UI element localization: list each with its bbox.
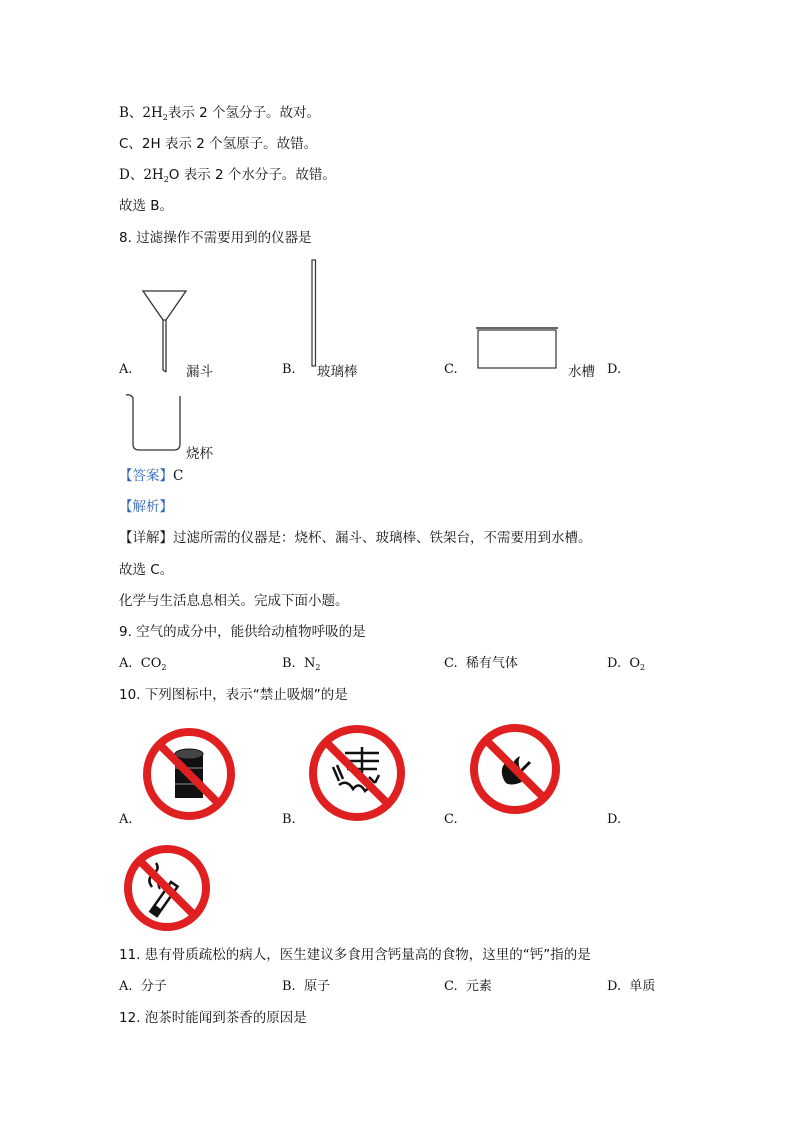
q8-option-b-letter: B. [282, 362, 296, 377]
option-b-explanation: B、$2H_2$表示 2 个氢分子。故对。 [119, 105, 321, 122]
q9-option-a: A. $CO_2$ [119, 656, 167, 672]
q11-title: 11. 患有骨质疏松的病人，医生建议多食用含钙量高的食物，这里的“钙”指的是 [119, 947, 591, 963]
q8-title: 8. 过滤操作不需要用到的仪器是 [119, 230, 312, 246]
q8-option-c-letter: C. [444, 362, 458, 377]
q8-detail: 【详解】过滤所需的仪器是：烧杯、漏斗、玻璃棒、铁架台，不需要用到水槽。 [119, 530, 592, 546]
q10-option-a-letter: A. [119, 812, 133, 827]
q10-option-d-letter: D. [607, 812, 622, 827]
q9-option-c: C. 稀有气体 [444, 656, 518, 671]
q11-option-c: C. 元素 [444, 979, 492, 994]
q8-choose: 故选 C。 [119, 562, 174, 578]
q9-option-b: B. $N_2$ [282, 656, 321, 672]
option-c-explanation: C、2H 表示 2 个氢原子。故错。 [119, 136, 318, 152]
q10-title: 10. 下列图标中，表示“禁止吸烟”的是 [119, 687, 348, 703]
no-oil-drum-icon [141, 726, 237, 822]
q8-option-a-name: 漏斗 [186, 364, 213, 380]
q8-option-b-name: 玻璃棒 [317, 364, 358, 380]
no-firewood-icon [307, 723, 407, 823]
no-smoking-icon [122, 843, 212, 933]
q8-option-d-name: 烧杯 [186, 446, 213, 462]
no-fire-icon [468, 722, 562, 816]
option-d-explanation: D、$2H_2O$ 表示 2 个水分子。故错。 [119, 167, 336, 184]
water-trough-icon [476, 326, 560, 370]
q8-analysis-tag: 【解析】 [119, 499, 173, 515]
choose-b-line: 故选 B。 [119, 198, 174, 214]
funnel-icon [140, 288, 190, 378]
q11-option-a: A. 分子 [119, 979, 167, 994]
q10-option-b-letter: B. [282, 812, 296, 827]
q8-answer: 【答案】C [119, 468, 184, 484]
glass-rod-icon [310, 259, 320, 369]
q12-title: 12. 泡茶时能闻到茶香的原因是 [119, 1010, 307, 1026]
q8-option-c-name: 水槽 [568, 364, 595, 380]
q8-option-a-letter: A. [119, 362, 133, 377]
q9-title: 9. 空气的成分中，能供给动植物呼吸的是 [119, 624, 366, 640]
q10-option-c-letter: C. [444, 812, 458, 827]
q8-option-d-letter: D. [607, 362, 622, 377]
beaker-icon [124, 392, 186, 454]
q11-option-d: D. 单质 [607, 979, 656, 994]
section-intro: 化学与生活息息相关。完成下面小题。 [119, 593, 349, 609]
q11-option-b: B. 原子 [282, 979, 330, 994]
q9-option-d: D. $O_2$ [607, 656, 646, 672]
